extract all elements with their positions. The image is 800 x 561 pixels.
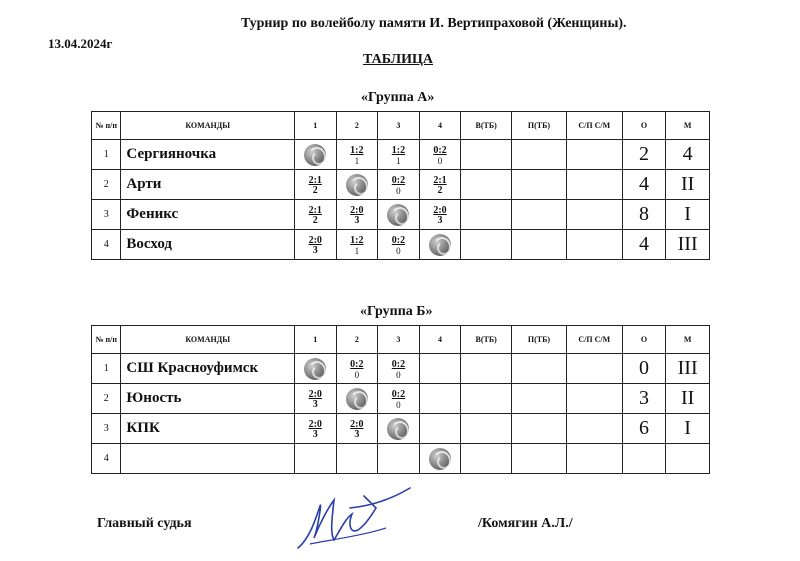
match-points: 2 bbox=[312, 184, 318, 196]
set-score: 0:2 bbox=[433, 144, 447, 156]
col-points-header: О bbox=[622, 112, 666, 140]
team-name: Сергияночка bbox=[121, 140, 295, 170]
sets-cell bbox=[566, 230, 622, 260]
table-row bbox=[92, 354, 710, 384]
empty-cell bbox=[294, 444, 336, 474]
wins-cell bbox=[461, 414, 512, 444]
wins-cell bbox=[461, 444, 512, 474]
set-score: 2:1 bbox=[308, 204, 322, 216]
match-score bbox=[336, 140, 378, 170]
col-1-header: 1 bbox=[294, 112, 336, 140]
empty-cell bbox=[419, 354, 461, 384]
total-points: 2 bbox=[622, 140, 666, 170]
match-points: 3 bbox=[312, 428, 318, 440]
match-score bbox=[378, 354, 420, 384]
volleyball-icon bbox=[304, 144, 326, 166]
self-cell bbox=[419, 444, 461, 474]
col-wins-header: В(ТБ) bbox=[461, 326, 512, 354]
volleyball-icon bbox=[387, 204, 409, 226]
table-row bbox=[92, 230, 710, 260]
total-points bbox=[622, 444, 666, 474]
volleyball-icon bbox=[304, 358, 326, 380]
sets-cell bbox=[566, 444, 622, 474]
set-score: 2:0 bbox=[308, 388, 322, 400]
match-score bbox=[378, 230, 420, 260]
sets-cell bbox=[566, 384, 622, 414]
team-name: Феникс bbox=[121, 200, 295, 230]
match-score bbox=[336, 414, 378, 444]
self-cell bbox=[294, 354, 336, 384]
col-place-header: М bbox=[666, 112, 710, 140]
row-number: 1 bbox=[92, 140, 121, 170]
set-score: 0:2 bbox=[391, 388, 406, 400]
table-row bbox=[92, 384, 710, 414]
match-score bbox=[294, 170, 336, 200]
team-name: СШ Красноуфимск bbox=[121, 354, 295, 384]
group-a-table bbox=[91, 111, 710, 260]
col-losses-header: П(ТБ) bbox=[512, 326, 567, 354]
col-place-header: М bbox=[666, 326, 710, 354]
team-name bbox=[121, 444, 295, 474]
final-place: II bbox=[666, 170, 710, 200]
losses-cell bbox=[512, 414, 567, 444]
empty-cell bbox=[336, 444, 378, 474]
row-number: 2 bbox=[92, 170, 121, 200]
table-row bbox=[92, 444, 710, 474]
losses-cell bbox=[512, 170, 567, 200]
match-score bbox=[419, 170, 461, 200]
row-number: 3 bbox=[92, 414, 121, 444]
match-score bbox=[419, 200, 461, 230]
row-number: 4 bbox=[92, 444, 121, 474]
chief-judge-name: /Комягин А.Л./ bbox=[478, 516, 573, 531]
set-score: 1:2 bbox=[391, 144, 406, 156]
match-points: 3 bbox=[437, 214, 443, 226]
losses-cell bbox=[512, 354, 567, 384]
empty-cell bbox=[419, 414, 461, 444]
col-4-header: 4 bbox=[419, 112, 461, 140]
match-score bbox=[294, 414, 336, 444]
empty-cell bbox=[419, 384, 461, 414]
signature bbox=[290, 478, 420, 558]
set-score: 0:2 bbox=[350, 358, 364, 370]
wins-cell bbox=[461, 354, 512, 384]
match-score bbox=[336, 354, 378, 384]
col-points-header: О bbox=[622, 326, 666, 354]
sets-cell bbox=[566, 170, 622, 200]
group-a-header-row bbox=[92, 112, 710, 140]
total-points: 0 bbox=[622, 354, 666, 384]
set-score: 2:1 bbox=[308, 174, 322, 186]
losses-cell bbox=[512, 384, 567, 414]
self-cell bbox=[336, 170, 378, 200]
losses-cell bbox=[512, 230, 567, 260]
match-points: 0 bbox=[396, 369, 401, 380]
set-score: 1:2 bbox=[350, 144, 364, 156]
match-score bbox=[378, 384, 420, 414]
self-cell bbox=[378, 200, 420, 230]
col-losses-header: П(ТБ) bbox=[512, 112, 567, 140]
row-number: 1 bbox=[92, 354, 121, 384]
col-2-header: 2 bbox=[336, 112, 378, 140]
match-points: 1 bbox=[354, 245, 360, 256]
wins-cell bbox=[461, 384, 512, 414]
document-date: 13.04.2024г bbox=[48, 36, 113, 51]
col-num-header: № п/п bbox=[92, 112, 121, 140]
match-score bbox=[378, 170, 420, 200]
match-points: 3 bbox=[312, 398, 318, 410]
row-number: 4 bbox=[92, 230, 121, 260]
col-4-header: 4 bbox=[419, 326, 461, 354]
sets-cell bbox=[566, 200, 622, 230]
table-heading: ТАБЛИЦА bbox=[363, 52, 433, 67]
match-points: 2 bbox=[437, 184, 443, 196]
final-place bbox=[666, 444, 710, 474]
team-name: КПК bbox=[121, 414, 295, 444]
set-score: 2:0 bbox=[350, 204, 364, 216]
group-a-title: «Группа А» bbox=[361, 90, 435, 105]
volleyball-icon bbox=[387, 418, 409, 440]
col-3-header: 3 bbox=[378, 112, 420, 140]
set-score: 0:2 bbox=[391, 358, 406, 370]
final-place: I bbox=[666, 200, 710, 230]
table-row bbox=[92, 414, 710, 444]
match-score bbox=[336, 200, 378, 230]
group-b-title: «Группа Б» bbox=[360, 304, 433, 319]
col-team-header: КОМАНДЫ bbox=[121, 326, 295, 354]
sets-cell bbox=[566, 414, 622, 444]
table-row bbox=[92, 140, 710, 170]
wins-cell bbox=[461, 200, 512, 230]
match-score bbox=[294, 230, 336, 260]
set-score: 2:1 bbox=[433, 174, 447, 186]
match-points: 1 bbox=[396, 155, 401, 166]
match-points: 0 bbox=[396, 399, 401, 410]
set-score: 2:0 bbox=[308, 418, 322, 430]
total-points: 3 bbox=[622, 384, 666, 414]
row-number: 2 bbox=[92, 384, 121, 414]
col-3-header: 3 bbox=[378, 326, 420, 354]
sets-cell bbox=[566, 354, 622, 384]
set-score: 2:0 bbox=[308, 234, 322, 246]
self-cell bbox=[419, 230, 461, 260]
match-points: 3 bbox=[354, 214, 360, 226]
col-2-header: 2 bbox=[336, 326, 378, 354]
match-points: 1 bbox=[354, 155, 360, 166]
total-points: 8 bbox=[622, 200, 666, 230]
total-points: 6 bbox=[622, 414, 666, 444]
self-cell bbox=[294, 140, 336, 170]
col-sets-header: С/П С/М bbox=[566, 112, 622, 140]
match-points: 0 bbox=[396, 245, 401, 256]
team-name: Юность bbox=[121, 384, 295, 414]
match-score bbox=[336, 230, 378, 260]
final-place: III bbox=[666, 354, 710, 384]
final-place: II bbox=[666, 384, 710, 414]
match-points: 3 bbox=[312, 244, 318, 256]
match-points: 2 bbox=[312, 214, 318, 226]
self-cell bbox=[378, 414, 420, 444]
volleyball-icon bbox=[429, 234, 451, 256]
set-score: 2:0 bbox=[350, 418, 364, 430]
total-points: 4 bbox=[622, 170, 666, 200]
losses-cell bbox=[512, 444, 567, 474]
row-number: 3 bbox=[92, 200, 121, 230]
total-points: 4 bbox=[622, 230, 666, 260]
col-1-header: 1 bbox=[294, 326, 336, 354]
set-score: 2:0 bbox=[433, 204, 447, 216]
set-score: 0:2 bbox=[391, 234, 406, 246]
match-points: 0 bbox=[437, 155, 443, 166]
col-sets-header: С/П С/М bbox=[566, 326, 622, 354]
table-row bbox=[92, 170, 710, 200]
final-place: 4 bbox=[666, 140, 710, 170]
match-points: 0 bbox=[396, 185, 401, 196]
match-score bbox=[419, 140, 461, 170]
losses-cell bbox=[512, 140, 567, 170]
sets-cell bbox=[566, 140, 622, 170]
volleyball-icon bbox=[346, 388, 368, 410]
set-score: 0:2 bbox=[391, 174, 406, 186]
match-points: 3 bbox=[354, 428, 360, 440]
match-score bbox=[294, 200, 336, 230]
team-name: Арти bbox=[121, 170, 295, 200]
wins-cell bbox=[461, 140, 512, 170]
set-score: 1:2 bbox=[350, 234, 364, 246]
losses-cell bbox=[512, 200, 567, 230]
team-name: Восход bbox=[121, 230, 295, 260]
empty-cell bbox=[378, 444, 420, 474]
volleyball-icon bbox=[346, 174, 368, 196]
final-place: III bbox=[666, 230, 710, 260]
tournament-title: Турнир по волейболу памяти И. Вертипраховой (Женщины). bbox=[241, 16, 627, 31]
table-row bbox=[92, 200, 710, 230]
col-num-header: № п/п bbox=[92, 326, 121, 354]
match-points: 0 bbox=[354, 369, 360, 380]
group-b-table bbox=[91, 325, 710, 474]
match-score bbox=[294, 384, 336, 414]
col-team-header: КОМАНДЫ bbox=[121, 112, 295, 140]
final-place: I bbox=[666, 414, 710, 444]
wins-cell bbox=[461, 230, 512, 260]
group-b-header-row bbox=[92, 326, 710, 354]
wins-cell bbox=[461, 170, 512, 200]
self-cell bbox=[336, 384, 378, 414]
chief-judge-label: Главный судья bbox=[97, 516, 192, 531]
volleyball-icon bbox=[429, 448, 451, 470]
col-wins-header: В(ТБ) bbox=[461, 112, 512, 140]
match-score bbox=[378, 140, 420, 170]
